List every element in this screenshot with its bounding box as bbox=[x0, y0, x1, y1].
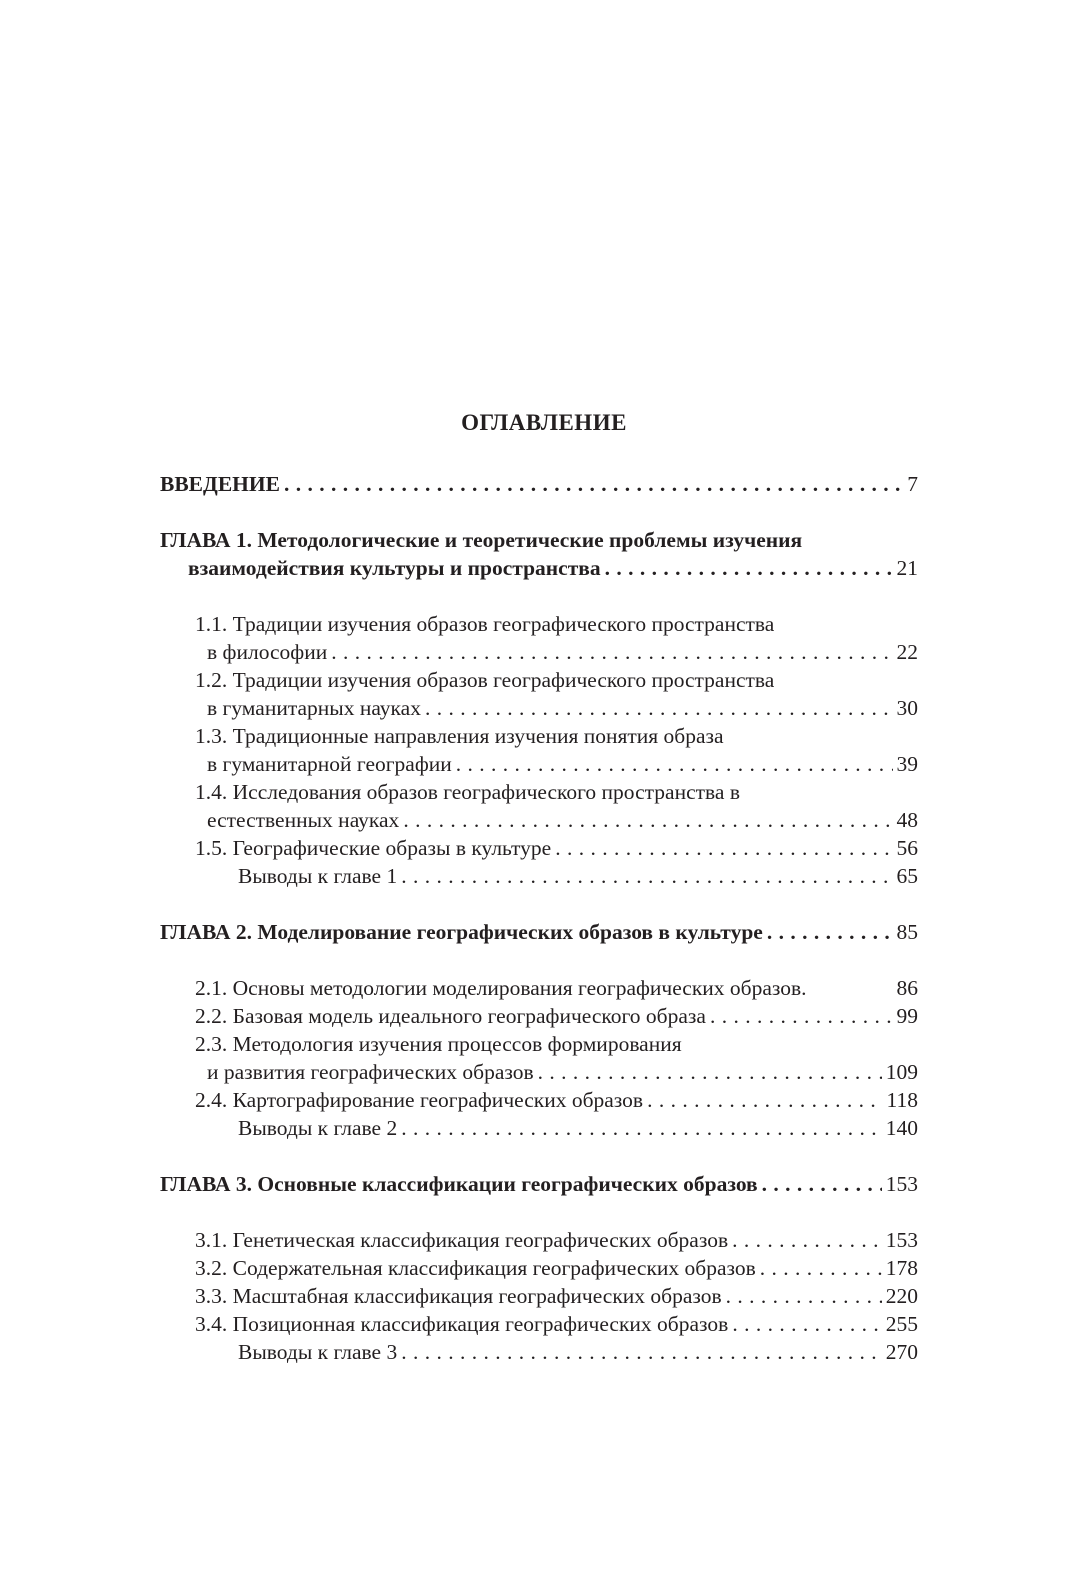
page-number: 118 bbox=[886, 1088, 918, 1112]
toc-entry-text: ГЛАВА 1. Методологические и теоретические проблемы изучения bbox=[160, 528, 803, 552]
toc-entry-text: Выводы к главе 1 bbox=[238, 864, 398, 888]
toc-entry-text: ГЛАВА 2. Моделирование географических образов в культуре bbox=[160, 920, 763, 944]
dot-leader bbox=[425, 694, 893, 722]
dot-leader bbox=[456, 750, 893, 778]
dot-leader bbox=[811, 974, 893, 1002]
page-number: 220 bbox=[885, 1284, 918, 1308]
toc-entry-text: Выводы к главе 2 bbox=[238, 1116, 398, 1140]
toc-entry-section[interactable] bbox=[160, 1002, 918, 1030]
table-of-contents bbox=[160, 470, 918, 1366]
page-number: 22 bbox=[896, 640, 918, 664]
toc-entry-section[interactable] bbox=[160, 610, 918, 666]
toc-entry-section[interactable] bbox=[160, 778, 918, 834]
dot-leader bbox=[538, 1058, 882, 1086]
page-number: 48 bbox=[896, 808, 918, 832]
toc-entry-summary[interactable] bbox=[160, 862, 918, 890]
toc-entry-section[interactable] bbox=[160, 1310, 918, 1338]
group-spacer bbox=[160, 582, 918, 610]
toc-entry-text: 1.3. Традиционные направления изучения понятия образа bbox=[195, 724, 724, 748]
toc-entry-chapter[interactable] bbox=[160, 470, 918, 498]
dot-leader bbox=[605, 554, 893, 582]
toc-entry-text: 2.3. Методология изучения процессов формирования bbox=[195, 1032, 682, 1056]
group-spacer bbox=[160, 946, 918, 974]
group-spacer bbox=[160, 1198, 918, 1226]
toc-entry-text: 3.2. Содержательная классификация географических образов bbox=[195, 1256, 756, 1280]
toc-entry-chapter[interactable] bbox=[160, 918, 918, 946]
page-number: 153 bbox=[885, 1228, 918, 1252]
toc-entry-text: 1.5. Географические образы в культуре bbox=[195, 836, 552, 860]
toc-entry-text: 1.1. Традиции изучения образов географического пространства bbox=[195, 612, 775, 636]
toc-entry-summary[interactable] bbox=[160, 1338, 918, 1366]
dot-leader bbox=[732, 1310, 881, 1338]
toc-entry-text: взаимодействия культуры и пространства bbox=[188, 556, 601, 580]
dot-leader bbox=[284, 470, 903, 498]
page-number: 178 bbox=[885, 1256, 918, 1280]
toc-entry-chapter[interactable] bbox=[160, 526, 918, 582]
toc-entry-text: в философии bbox=[207, 640, 328, 664]
dot-leader bbox=[710, 1002, 893, 1030]
page-number: 99 bbox=[896, 1004, 918, 1028]
toc-entry-section[interactable] bbox=[160, 1282, 918, 1310]
toc-entry-text: 1.2. Традиции изучения образов географического пространства bbox=[195, 668, 775, 692]
dot-leader bbox=[331, 638, 892, 666]
toc-entry-section[interactable] bbox=[160, 1226, 918, 1254]
toc-entry-section[interactable] bbox=[160, 834, 918, 862]
toc-entry-section[interactable] bbox=[160, 666, 918, 722]
dot-leader bbox=[726, 1282, 882, 1310]
toc-entry-section[interactable] bbox=[160, 722, 918, 778]
toc-entry-text: 2.4. Картографирование географических образов bbox=[195, 1088, 644, 1112]
group-spacer bbox=[160, 890, 918, 918]
toc-entry-text: ГЛАВА 3. Основные классификации географических образов bbox=[160, 1172, 758, 1196]
dot-leader bbox=[401, 862, 892, 890]
toc-entry-text: 2.1. Основы методологии моделирования географических образов. bbox=[195, 976, 807, 1000]
toc-entry-section[interactable] bbox=[160, 1030, 918, 1086]
toc-entry-text: 3.3. Масштабная классификация географических образов bbox=[195, 1284, 722, 1308]
toc-entry-text: в гуманитарных науках bbox=[207, 696, 421, 720]
toc-entry-text: естественных науках bbox=[207, 808, 400, 832]
page-number: 39 bbox=[896, 752, 918, 776]
toc-entry-summary[interactable] bbox=[160, 1114, 918, 1142]
toc-entry-text: 1.4. Исследования образов географического пространства в bbox=[195, 780, 740, 804]
page-number: 65 bbox=[896, 864, 918, 888]
group-spacer bbox=[160, 1142, 918, 1170]
page-number: 270 bbox=[885, 1340, 918, 1364]
toc-entry-section[interactable] bbox=[160, 1086, 918, 1114]
toc-entry-text: 3.4. Позиционная классификация географических образов bbox=[195, 1312, 729, 1336]
dot-leader bbox=[647, 1086, 882, 1114]
dot-leader bbox=[401, 1338, 882, 1366]
page-number: 30 bbox=[896, 696, 918, 720]
page-number: 140 bbox=[885, 1116, 918, 1140]
page-number: 7 bbox=[907, 472, 918, 496]
page-number: 255 bbox=[885, 1312, 918, 1336]
toc-entry-text: ВВЕДЕНИЕ bbox=[160, 472, 280, 496]
page-number: 56 bbox=[896, 836, 918, 860]
toc-entry-text: в гуманитарной географии bbox=[207, 752, 452, 776]
dot-leader bbox=[401, 1114, 882, 1142]
dot-leader bbox=[760, 1254, 882, 1282]
toc-entry-chapter[interactable] bbox=[160, 1170, 918, 1198]
toc-entry-section[interactable] bbox=[160, 974, 918, 1002]
dot-leader bbox=[555, 834, 892, 862]
page-number: 109 bbox=[885, 1060, 918, 1084]
toc-entry-section[interactable] bbox=[160, 1254, 918, 1282]
page-number: 21 bbox=[896, 556, 918, 580]
page-number: 86 bbox=[896, 976, 918, 1000]
dot-leader bbox=[762, 1170, 882, 1198]
dot-leader bbox=[767, 918, 893, 946]
group-spacer bbox=[160, 498, 918, 526]
toc-entry-text: 3.1. Генетическая классификация географических образов bbox=[195, 1228, 729, 1252]
page-number: 153 bbox=[885, 1172, 918, 1196]
toc-entry-text: Выводы к главе 3 bbox=[238, 1340, 398, 1364]
page-title: ОГЛАВЛЕНИЕ bbox=[461, 410, 627, 435]
dot-leader bbox=[403, 806, 892, 834]
page-number: 85 bbox=[896, 920, 918, 944]
toc-entry-text: 2.2. Базовая модель идеального географического образа bbox=[195, 1004, 706, 1028]
toc-entry-text: и развития географических образов bbox=[207, 1060, 534, 1084]
dot-leader bbox=[732, 1226, 882, 1254]
